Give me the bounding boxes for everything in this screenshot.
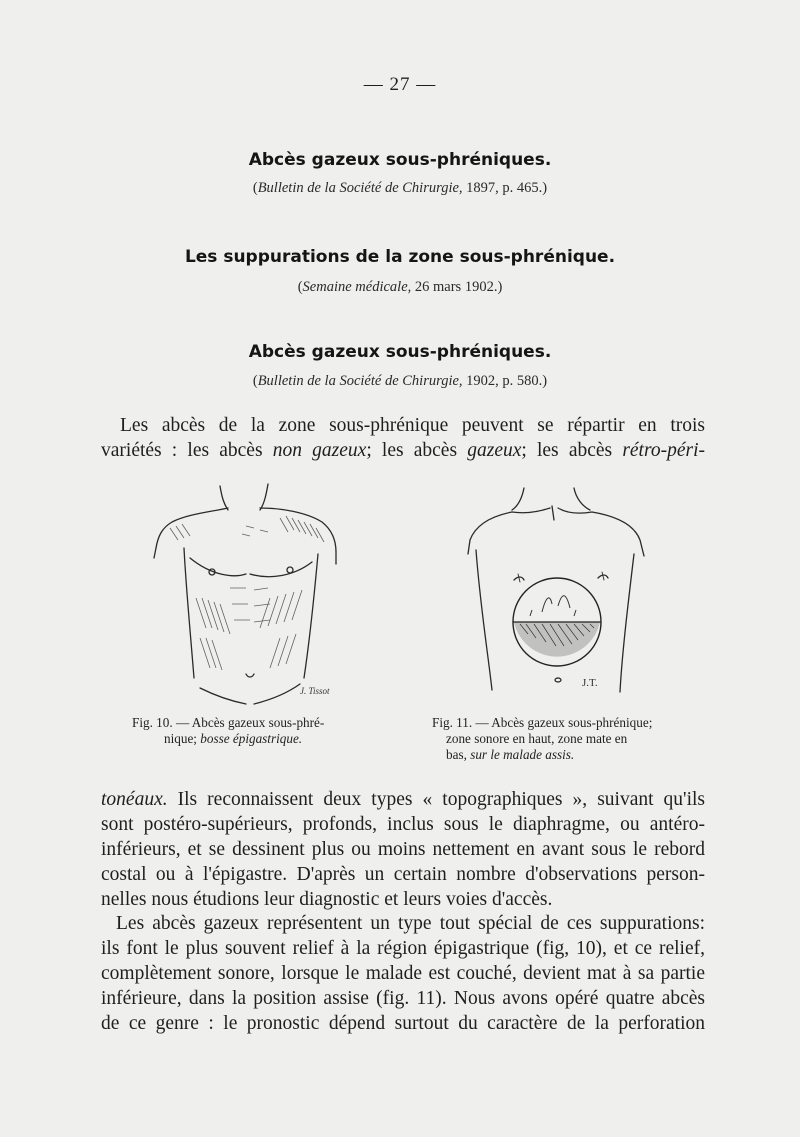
- body-line: [101, 788, 705, 812]
- figure-11-torso-illustration: [462, 484, 658, 706]
- ref-open: (: [297, 279, 303, 295]
- body-line: ils font le plus souvent relief à la région épigastrique (fig, 10), et ce relief,: [101, 938, 705, 959]
- publication-reference: [0, 180, 800, 197]
- figure-11-caption: [432, 715, 682, 763]
- intro-text: ; les abcès: [521, 440, 623, 461]
- ref-rest: 1902, p. 580.): [462, 373, 548, 389]
- publication-reference: [0, 279, 800, 296]
- ref-rest: 26 mars 1902.): [411, 279, 503, 295]
- body-line: complètement sonore, lorsque le malade est couché, devient mat à sa partie: [101, 963, 705, 984]
- ref-rest: 1897, p. 465.): [462, 180, 548, 196]
- publication-title: Abcès gazeux sous-phréniques.: [248, 150, 552, 170]
- publication-title: Les suppurations de la zone sous-phrénique.: [184, 247, 616, 267]
- page-number: — 27 —: [363, 74, 437, 95]
- caption-line: [432, 747, 682, 763]
- figure-10-caption: [132, 715, 382, 747]
- publication-title: Abcès gazeux sous-phréniques.: [248, 342, 552, 362]
- ref-source: Semaine médicale,: [302, 279, 412, 295]
- caption-line: zone sonore en haut, zone mate en: [446, 731, 628, 746]
- caption-emph: bosse épigastrique.: [200, 731, 303, 746]
- caption-line: Fig. 10. — Abcès gazeux sous-phré-: [132, 715, 325, 730]
- body-line: sont postéro-supérieurs, profonds, inclus sous le diaphragme, ou antéro-: [101, 814, 705, 835]
- body-line: de ce genre : le pronostic dépend surtout du caractère de la perforation: [101, 1013, 705, 1034]
- ref-open: (: [252, 373, 258, 389]
- figure-10-signature: J. Tissot: [300, 686, 330, 696]
- body-line: costal ou à l'épigastre. D'après un certain nombre d'observations person-: [101, 864, 705, 885]
- body-line: Les abcès gazeux représentent un type tout spécial de ces suppurations:: [116, 913, 705, 934]
- intro-line: [101, 439, 705, 463]
- publication-reference: [0, 373, 800, 390]
- caption-text: bas,: [446, 747, 471, 762]
- body-line: nelles nous étudions leur diagnostic et leurs voies d'accès.: [101, 889, 553, 910]
- intro-emph: rétro-péri-: [622, 440, 705, 461]
- ref-source: Bulletin de la Société de Chirurgie,: [257, 180, 463, 196]
- intro-emph: non gazeux: [272, 440, 367, 461]
- ref-open: (: [252, 180, 258, 196]
- ref-source: Bulletin de la Société de Chirurgie,: [257, 373, 463, 389]
- body-emph: tonéaux.: [101, 789, 168, 810]
- caption-text: nique;: [164, 731, 201, 746]
- body-line: inférieurs, et se dessinent plus ou moins nettement en avant sous le rebord: [101, 839, 705, 860]
- body-text: Ils reconnaissent deux types « topographiques », suivant qu'ils: [167, 789, 705, 810]
- intro-emph: gazeux: [467, 440, 522, 461]
- caption-line: Fig. 11. — Abcès gazeux sous-phrénique;: [432, 715, 653, 730]
- intro-line: Les abcès de la zone sous-phrénique peuvent se répartir en trois: [120, 415, 705, 436]
- caption-emph: sur le malade assis.: [470, 747, 575, 762]
- figure-10-torso-illustration: [150, 478, 350, 710]
- caption-line: [132, 731, 382, 747]
- intro-text: ; les abcès: [366, 440, 468, 461]
- figure-11-signature: J.T.: [582, 677, 598, 689]
- intro-text: variétés : les abcès: [101, 440, 273, 461]
- body-line: inférieure, dans la position assise (fig. 11). Nous avons opéré quatre abcès: [101, 988, 705, 1009]
